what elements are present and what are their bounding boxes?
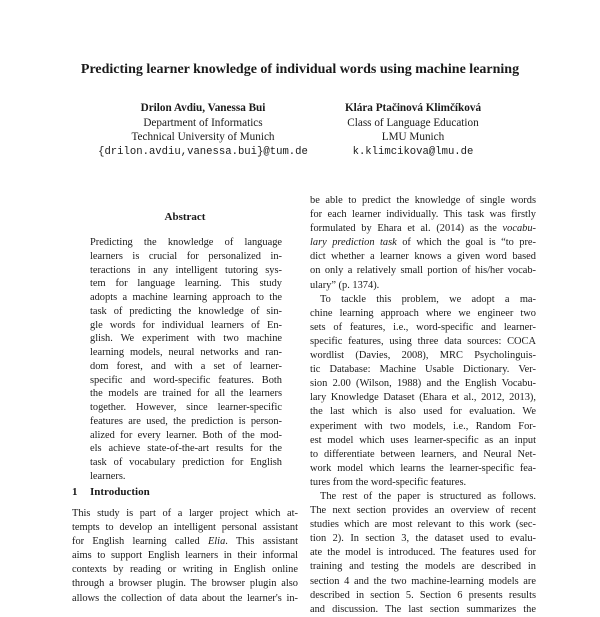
intro-line: tempts to develop an intelligent personal assistant <box>72 522 298 534</box>
body-line: The next section provides an overview of recent <box>310 505 536 517</box>
body-line: specific features, using three data sources: COCA <box>310 335 536 347</box>
body-line: tic Database: Machine Usable Dictionary. Ver- <box>310 364 536 376</box>
body-line: dict whether a learner knows a given word based <box>310 251 536 263</box>
right-column-body <box>310 194 536 617</box>
author-email: {drilon.avdiu,vanessa.bui}@tum.de <box>98 145 308 158</box>
section-title: Introduction <box>90 486 150 498</box>
body-line: studies which are most relevant to this work (sec- <box>310 519 536 531</box>
abstract-line: gle words for individual learners of En- <box>90 319 282 331</box>
body-line: tures from the word-specific features. <box>310 476 467 488</box>
body-line: wordlist (Davies, 2008), MRC Psycholinguis- <box>310 350 536 362</box>
author-department: Class of Language Education <box>347 116 479 129</box>
abstract-line: the models are trained for all the learners <box>90 388 282 400</box>
abstract-heading: Abstract <box>164 211 206 223</box>
introduction-body <box>72 507 298 606</box>
abstract-line: task of predicting the knowledge of sin- <box>90 305 282 317</box>
body-line: tion 2). In section 3, the dataset used to evalu- <box>310 533 536 545</box>
abstract-line: dom forest, and with a set of learner- <box>90 360 282 372</box>
intro-line: for English learning called Elia. This assistant <box>72 536 298 548</box>
author-university: Technical University of Munich <box>131 131 275 143</box>
body-line: sets of features, i.e., word-specific and learner- <box>310 321 536 333</box>
abstract-line: learners. <box>90 470 126 482</box>
body-line: be able to predict the knowledge of single words <box>310 195 536 206</box>
body-line: on only a relatively small portion of his/her vocab- <box>310 265 536 277</box>
intro-line: contexts by reading or writing in English online <box>72 564 298 576</box>
body-line: and discussion. The last section summarizes the <box>310 603 536 615</box>
body-line: chine learning approach where we engineer two <box>310 307 536 319</box>
body-line: to differentiate between learners, and Neural Net- <box>310 448 536 460</box>
body-line: for each learner individually. This task was firstly <box>310 209 536 221</box>
author-names: Drilon Avdiu, Vanessa Bui <box>140 102 266 114</box>
intro-line: allows the collection of data about the learner's in- <box>72 592 298 604</box>
body-line: experiment with two models, i.e., Random For- <box>310 420 536 432</box>
abstract-line: tem for language learning. This study <box>90 278 282 290</box>
intro-line: aims to support English learners in their informal <box>72 550 298 562</box>
intro-line: through a browser plugin. The browser plugin also <box>72 578 298 590</box>
abstract-line: learning models, neural networks and ran- <box>90 347 282 358</box>
body-line: est model which uses learner-specific as an input <box>310 434 536 446</box>
abstract-line: alized for every learner. Both of the mod- <box>90 429 282 441</box>
body-line: lary Knowledge Dataset (Ehara et al., 2012, 2013), <box>310 392 536 404</box>
body-line: described in section 5. Section 6 presents results <box>310 589 536 601</box>
author-block-right <box>298 101 528 159</box>
body-line: work model which learns the learner-specific fea- <box>310 462 536 474</box>
section-number: 1 <box>72 486 78 498</box>
body-line: ate the model is introduced. The features used for <box>310 547 536 559</box>
abstract-line: Predicting the knowledge of language <box>90 237 282 248</box>
body-line: section 4 and the two machine-learning models are <box>310 575 536 587</box>
author-names: Klára Ptačinová Klimčíková <box>344 102 482 114</box>
abstract-line: task of vocabulary prediction for English <box>90 457 282 468</box>
author-department: Department of Informatics <box>143 116 263 129</box>
body-line: The rest of the paper is structured as follows. <box>320 490 536 502</box>
abstract-line: glish. We experiment with two machine <box>90 333 282 345</box>
body-line: ulary” (p. 1374). <box>310 279 380 291</box>
abstract-line: learners is crucial for personalized in- <box>90 250 282 262</box>
abstract-line: teractions in any intelligent tutoring sys- <box>90 264 282 276</box>
body-line: training and testing the models are described in <box>310 561 536 573</box>
abstract-line: adopts a machine learning approach to the <box>90 292 282 303</box>
abstract-line: together. However, since learner-specific <box>90 402 282 413</box>
abstract-line: specific and word-specific features. Both <box>90 374 282 386</box>
abstract-line: features are used, the prediction is person- <box>90 415 282 427</box>
body-line: the last which is also used for evaluation. We <box>310 406 536 418</box>
paper-title: Predicting learner knowledge of individual words using machine learning <box>80 62 520 77</box>
abstract-body <box>90 236 282 484</box>
abstract-line: els achieve state-of-the-art results for the <box>90 443 282 455</box>
author-email: k.klimcikova@lmu.de <box>352 145 474 158</box>
intro-line: This study is part of a larger project which at- <box>72 508 298 519</box>
body-line: formulated by Ehara et al. (2014) as the vocabu- <box>310 223 536 235</box>
author-university: LMU Munich <box>381 131 445 143</box>
body-line: lary prediction task of which the goal is “to pre- <box>310 237 536 249</box>
section-heading-introduction <box>72 486 150 498</box>
body-line: To tackle this problem, we adopt a ma- <box>320 293 536 305</box>
body-line: sion 2.00 (Wilson, 1988) and the English Vocabu- <box>310 378 536 390</box>
